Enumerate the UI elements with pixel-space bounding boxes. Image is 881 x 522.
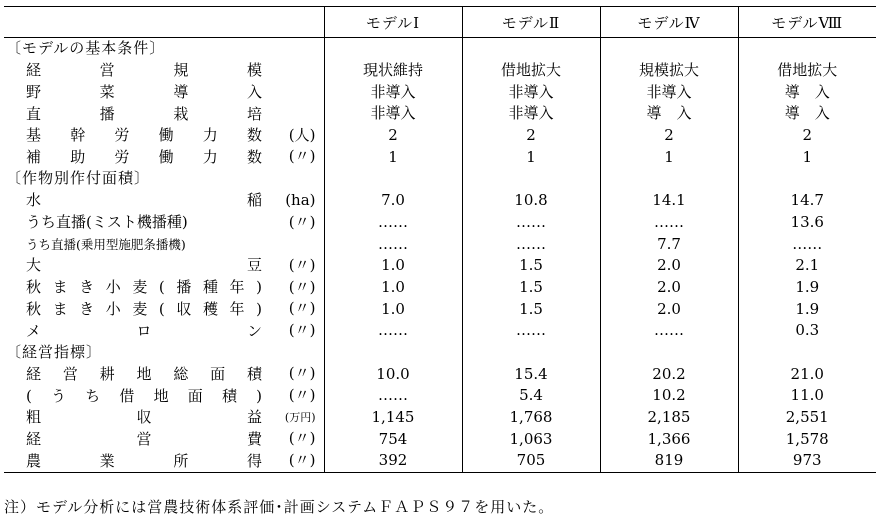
row-label: 農業所得 xyxy=(26,451,262,470)
value-cell-model-3: 14.1 xyxy=(600,190,738,212)
row-unit: (〃) xyxy=(288,299,316,318)
value-cell-model-4: 2,551 xyxy=(738,407,876,429)
table-row xyxy=(4,190,876,212)
row-label: 野菜導入 xyxy=(26,82,262,101)
table-row xyxy=(4,125,876,147)
empty-cell xyxy=(600,342,738,364)
row-label: 直播栽培 xyxy=(26,104,262,123)
value-cell-model-1: 非導入 xyxy=(324,81,462,103)
row-label-cell xyxy=(4,407,324,429)
value-cell-model-4: 1 xyxy=(738,146,876,168)
value-cell-model-4: 21.0 xyxy=(738,363,876,385)
table-body xyxy=(4,38,876,473)
value-cell-model-1: 1.0 xyxy=(324,298,462,320)
empty-cell xyxy=(462,342,600,364)
row-label: 経営規模 xyxy=(26,61,262,80)
row-unit: (人) xyxy=(288,125,316,144)
row-label: 経営費 xyxy=(26,429,262,448)
value-cell-model-1: …… xyxy=(324,233,462,255)
value-cell-model-1: 2 xyxy=(324,125,462,147)
table-row xyxy=(4,320,876,342)
value-cell-model-2: …… xyxy=(462,233,600,255)
row-unit: (〃) xyxy=(288,255,316,274)
row-label-cell xyxy=(4,320,324,342)
value-cell-model-3: …… xyxy=(600,320,738,342)
value-cell-model-1: …… xyxy=(324,320,462,342)
value-cell-model-1: 1 xyxy=(324,146,462,168)
section-title: 〔経営指標〕 xyxy=(6,342,103,361)
row-label: (うち借地面積) xyxy=(26,386,262,405)
value-cell-model-2: 5.4 xyxy=(462,385,600,407)
row-unit: (万円) xyxy=(284,410,316,424)
table-row xyxy=(4,277,876,299)
row-label: 経営耕地総面積 xyxy=(26,364,262,383)
table-row xyxy=(4,146,876,168)
value-cell-model-3: 7.7 xyxy=(600,233,738,255)
value-cell-model-2: 2 xyxy=(462,125,600,147)
row-label-cell xyxy=(4,190,324,212)
value-cell-model-4: 借地拡大 xyxy=(738,60,876,82)
row-label-cell xyxy=(4,212,324,234)
value-cell-model-1: 1,145 xyxy=(324,407,462,429)
value-cell-model-4: 1.9 xyxy=(738,298,876,320)
row-label: 秋まき小麦(収穫年) xyxy=(26,299,262,318)
value-cell-model-4: 導 入 xyxy=(738,103,876,125)
value-cell-model-3: 規模拡大 xyxy=(600,60,738,82)
value-cell-model-3: 非導入 xyxy=(600,81,738,103)
value-cell-model-2: 15.4 xyxy=(462,363,600,385)
value-cell-model-2: 借地拡大 xyxy=(462,60,600,82)
row-label-cell xyxy=(4,450,324,472)
value-cell-model-4: 導 入 xyxy=(738,81,876,103)
table-row xyxy=(4,255,876,277)
empty-cell xyxy=(324,38,462,60)
value-cell-model-3: 2.0 xyxy=(600,277,738,299)
row-label: 基幹労働力数 xyxy=(26,126,262,145)
empty-cell xyxy=(738,168,876,190)
table-row xyxy=(4,212,876,234)
row-unit: (〃) xyxy=(288,320,316,339)
value-cell-model-2: 10.8 xyxy=(462,190,600,212)
value-cell-model-2: …… xyxy=(462,212,600,234)
value-cell-model-2: …… xyxy=(462,320,600,342)
value-cell-model-3: 20.2 xyxy=(600,363,738,385)
header-model-2: モデルⅡ xyxy=(462,7,600,38)
value-cell-model-4: 2.1 xyxy=(738,255,876,277)
value-cell-model-1: 現状維持 xyxy=(324,60,462,82)
row-label: 水稲 xyxy=(26,191,262,210)
row-label: 秋まき小麦(播種年) xyxy=(26,278,262,297)
header-model-4: モデルⅣ xyxy=(600,7,738,38)
value-cell-model-1: 7.0 xyxy=(324,190,462,212)
header-row xyxy=(4,7,876,38)
value-cell-model-3: 1,366 xyxy=(600,428,738,450)
value-cell-model-3: 819 xyxy=(600,450,738,472)
row-unit: (〃) xyxy=(288,147,316,166)
header-model-1: モデルⅠ xyxy=(324,7,462,38)
value-cell-model-3: 1 xyxy=(600,146,738,168)
value-cell-model-1: …… xyxy=(324,385,462,407)
row-label-cell xyxy=(4,363,324,385)
value-cell-model-4: 2 xyxy=(738,125,876,147)
value-cell-model-4: 0.3 xyxy=(738,320,876,342)
row-label-cell xyxy=(4,60,324,82)
empty-cell xyxy=(324,168,462,190)
table-row xyxy=(4,81,876,103)
empty-cell xyxy=(738,342,876,364)
row-label-cell xyxy=(4,298,324,320)
row-unit: (〃) xyxy=(288,386,316,404)
row-unit: (ha) xyxy=(285,190,316,209)
table-row xyxy=(4,407,876,429)
table-row xyxy=(4,428,876,450)
section-title: 〔モデルの基本条件〕 xyxy=(6,39,166,58)
row-label: うち直播(乗用型施肥条播機) xyxy=(26,236,186,252)
value-cell-model-2: 1.5 xyxy=(462,255,600,277)
value-cell-model-1: 1.0 xyxy=(324,277,462,299)
table-row xyxy=(4,450,876,472)
row-label-cell xyxy=(4,103,324,125)
value-cell-model-2: 705 xyxy=(462,450,600,472)
row-label: 補助労働力数 xyxy=(26,148,262,167)
empty-cell xyxy=(600,168,738,190)
value-cell-model-3: 10.2 xyxy=(600,385,738,407)
value-cell-model-1: …… xyxy=(324,212,462,234)
value-cell-model-1: 10.0 xyxy=(324,363,462,385)
row-label: 大豆 xyxy=(26,256,262,275)
value-cell-model-4: 13.6 xyxy=(738,212,876,234)
row-label: 粗収益 xyxy=(26,408,262,427)
table-row xyxy=(4,363,876,385)
section-title-row xyxy=(4,38,876,60)
value-cell-model-3: 2 xyxy=(600,125,738,147)
empty-cell xyxy=(462,168,600,190)
section-title-row xyxy=(4,168,876,190)
row-label-cell xyxy=(4,146,324,168)
value-cell-model-2: 非導入 xyxy=(462,103,600,125)
value-cell-model-1: 392 xyxy=(324,450,462,472)
row-label-cell xyxy=(4,428,324,450)
section-title: 〔作物別作付面積〕 xyxy=(6,169,151,188)
row-label-cell xyxy=(4,385,324,407)
empty-cell xyxy=(324,342,462,364)
table-row xyxy=(4,103,876,125)
table-row xyxy=(4,298,876,320)
row-label-cell xyxy=(4,255,324,277)
value-cell-model-4: 1.9 xyxy=(738,277,876,299)
row-label: メロン xyxy=(26,321,262,340)
value-cell-model-4: 11.0 xyxy=(738,385,876,407)
value-cell-model-4: 14.7 xyxy=(738,190,876,212)
value-cell-model-2: 1 xyxy=(462,146,600,168)
value-cell-model-1: 754 xyxy=(324,428,462,450)
value-cell-model-1: 非導入 xyxy=(324,103,462,125)
value-cell-model-3: 2.0 xyxy=(600,298,738,320)
row-label-cell xyxy=(4,81,324,103)
value-cell-model-3: 導 入 xyxy=(600,103,738,125)
section-title-row xyxy=(4,342,876,364)
value-cell-model-2: 1.5 xyxy=(462,277,600,299)
table-row xyxy=(4,385,876,407)
row-label-cell xyxy=(4,277,324,299)
value-cell-model-1: 1.0 xyxy=(324,255,462,277)
row-unit: (〃) xyxy=(288,277,316,296)
value-cell-model-3: …… xyxy=(600,212,738,234)
row-unit: (〃) xyxy=(288,212,316,231)
value-cell-model-2: 1,768 xyxy=(462,407,600,429)
value-cell-model-2: 非導入 xyxy=(462,81,600,103)
row-unit: (〃) xyxy=(288,451,316,470)
row-label-cell xyxy=(4,125,324,147)
value-cell-model-4: 1,578 xyxy=(738,428,876,450)
row-label: うち直播(ミスト機播種) xyxy=(26,213,188,232)
empty-cell xyxy=(600,38,738,60)
empty-cell xyxy=(462,38,600,60)
header-blank xyxy=(4,7,324,38)
value-cell-model-2: 1.5 xyxy=(462,298,600,320)
table-row xyxy=(4,233,876,255)
table-row xyxy=(4,60,876,82)
value-cell-model-3: 2.0 xyxy=(600,255,738,277)
value-cell-model-2: 1,063 xyxy=(462,428,600,450)
value-cell-model-4: …… xyxy=(738,233,876,255)
value-cell-model-4: 973 xyxy=(738,450,876,472)
footnote: 注）モデル分析には営農技術体系評価･計画システムＦＡＰＳ９７を用いた。 xyxy=(4,498,555,516)
value-cell-model-3: 2,185 xyxy=(600,407,738,429)
row-unit: (〃) xyxy=(288,364,316,383)
row-unit: (〃) xyxy=(288,429,316,448)
header-model-8: モデルⅧ xyxy=(738,7,876,38)
model-comparison-table xyxy=(4,6,876,473)
row-label-cell xyxy=(4,233,324,255)
empty-cell xyxy=(738,38,876,60)
